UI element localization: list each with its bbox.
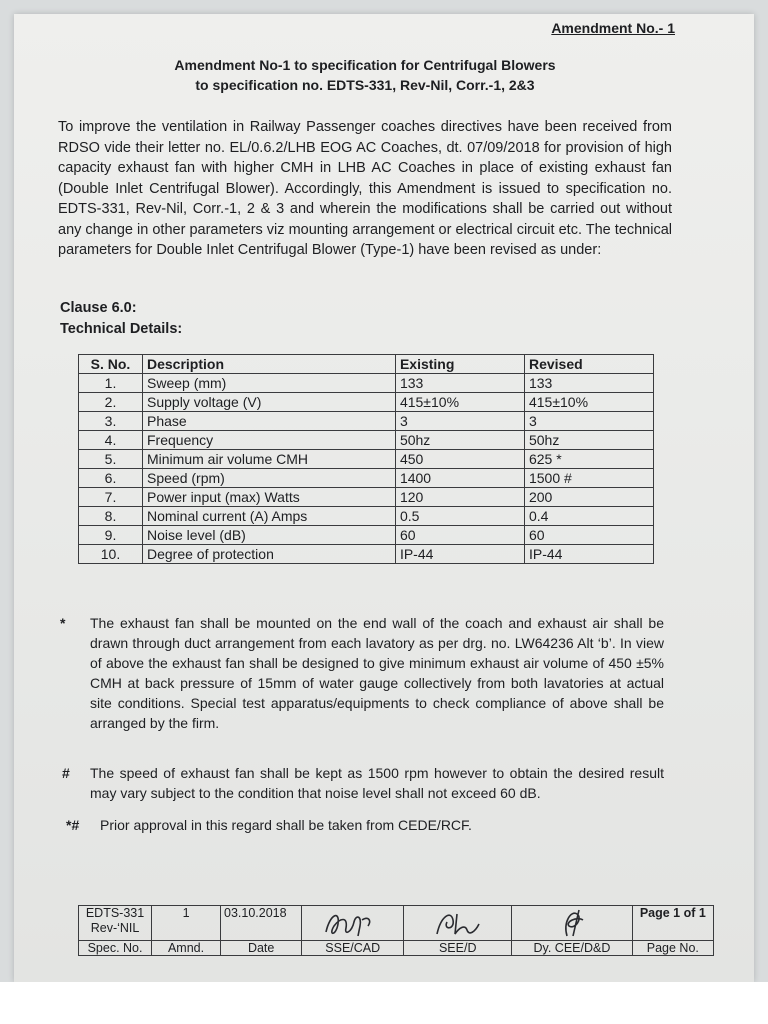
note-hash-mark: # [62, 765, 70, 781]
footer-amnd-value: 1 [152, 906, 221, 941]
cell-revised: 1500 # [524, 469, 653, 488]
footer-labels-row [79, 941, 714, 956]
cell-revised: 60 [524, 526, 653, 545]
table-header-row [79, 355, 654, 374]
note-star-hash-text: Prior approval in this regard shall be taken from CEDE/RCF. [100, 817, 472, 833]
header-existing: Existing [395, 355, 524, 374]
table-row [79, 450, 654, 469]
note-star-hash-mark: *# [66, 817, 80, 833]
cell-existing: 3 [395, 412, 524, 431]
note-hash-text: The speed of exhaust fan shall be kept as 1500 rpm however to obtain the desired result may vary subject to the condition that noise level shall not exceed 60 dB. [90, 765, 664, 801]
cell-sno: 2. [79, 393, 143, 412]
technical-details-table [78, 354, 654, 564]
table-row [79, 469, 654, 488]
cell-description: Speed (rpm) [143, 469, 396, 488]
table-row [79, 412, 654, 431]
cell-revised: 0.4 [524, 507, 653, 526]
footer-see-signature [404, 906, 512, 941]
note-star-mark: * [60, 615, 66, 631]
table-row [79, 507, 654, 526]
footer-spec-value [79, 906, 152, 941]
table-row [79, 526, 654, 545]
clause-heading-block [60, 298, 182, 340]
cell-existing: 450 [395, 450, 524, 469]
footer-label-cee: Dy. CEE/D&D [512, 941, 632, 956]
header-description: Description [143, 355, 396, 374]
footer-table [78, 905, 714, 956]
cell-revised: 3 [524, 412, 653, 431]
footer-label-page: Page No. [632, 941, 713, 956]
cell-revised: 625 * [524, 450, 653, 469]
cell-revised: 200 [524, 488, 653, 507]
cell-sno: 1. [79, 374, 143, 393]
cell-revised: 415±10% [524, 393, 653, 412]
cell-description: Nominal current (A) Amps [143, 507, 396, 526]
cell-existing: 120 [395, 488, 524, 507]
table-row [79, 431, 654, 450]
header-revised: Revised [524, 355, 653, 374]
document-title [100, 55, 630, 95]
cell-sno: 8. [79, 507, 143, 526]
footer-label-see: SEE/D [404, 941, 512, 956]
scan-margin [0, 982, 768, 1024]
cell-existing: 0.5 [395, 507, 524, 526]
title-line-1: Amendment No-1 to specification for Centrifugal Blowers [174, 57, 556, 73]
cell-sno: 7. [79, 488, 143, 507]
table-row [79, 393, 654, 412]
signature-icon [318, 906, 388, 940]
cell-sno: 9. [79, 526, 143, 545]
cell-existing: 60 [395, 526, 524, 545]
footer-spec-line-2: Rev-‘NIL [90, 921, 140, 935]
footer-label-date: Date [221, 941, 302, 956]
footer-date-value: 03.10.2018 [221, 906, 302, 941]
cell-sno: 5. [79, 450, 143, 469]
cell-existing: 415±10% [395, 393, 524, 412]
cell-description: Sweep (mm) [143, 374, 396, 393]
intro-paragraph: To improve the ventilation in Railway Passenger coaches directives have been received from RDSO vide their letter no. EL/0.6.2/LHB EOG AC Coaches, dt. 07/09/2018 for provision of high capacity exhaust fan with higher CMH in LHB AC Coaches in place of existing exhaust fan (Double Inlet Centrifugal Blower). Accordingly, this Amendment is issued to specification no. EDTS-331, Rev-Nil, Corr.-1, 2 & 3 and wherein the modifications shall be carried out without any change in other parameters viz mounting arrangement or electrical circuit etc. The technical parameters for Double Inlet Centrifugal Blower (Type-1) have been revised as under: [58, 119, 672, 258]
cell-sno: 10. [79, 545, 143, 564]
signature-icon [423, 906, 493, 940]
clause-subheading: Technical Details: [60, 321, 183, 337]
cell-existing: 50hz [395, 431, 524, 450]
cell-description: Degree of protection [143, 545, 396, 564]
footer-label-sse: SSE/CAD [302, 941, 404, 956]
cell-sno: 4. [79, 431, 143, 450]
clause-heading: Clause 6.0: [60, 300, 137, 316]
cell-revised: 133 [524, 374, 653, 393]
footer-cee-signature [512, 906, 632, 941]
footer-label-amnd: Amnd. [152, 941, 221, 956]
cell-existing: 133 [395, 374, 524, 393]
table-row [79, 374, 654, 393]
table-row [79, 488, 654, 507]
cell-sno: 3. [79, 412, 143, 431]
footer-spec-line-1: EDTS-331 [85, 906, 145, 920]
cell-description: Power input (max) Watts [143, 488, 396, 507]
title-line-2: to specification no. EDTS-331, Rev-Nil, Corr.-1, 2&3 [195, 77, 535, 93]
footer-page-value: Page 1 of 1 [632, 906, 713, 941]
footer-sse-signature [302, 906, 404, 941]
footer-label-spec: Spec. No. [79, 941, 152, 956]
cell-revised: IP-44 [524, 545, 653, 564]
note-star-text: The exhaust fan shall be mounted on the end wall of the coach and exhaust air shall be drawn through duct arrangement from each lavatory as per drg. no. LW64236 Alt ‘b’. In view of above the exhaust fan shall be designed to give minimum exhaust air volume of 450 ±5% CMH at back pressure of 15mm of water gauge collectively from both lavatories at actual site conditions. Special test apparatus/equipments to check compliance of above shall be arranged by the firm. [90, 615, 664, 731]
table-row [79, 545, 654, 564]
signature-icon [537, 906, 607, 940]
cell-sno: 6. [79, 469, 143, 488]
amendment-number: Amendment No.- 1 [551, 20, 675, 36]
footer-values-row [79, 906, 714, 941]
cell-revised: 50hz [524, 431, 653, 450]
cell-description: Minimum air volume CMH [143, 450, 396, 469]
cell-description: Phase [143, 412, 396, 431]
cell-existing: IP-44 [395, 545, 524, 564]
cell-description: Supply voltage (V) [143, 393, 396, 412]
cell-existing: 1400 [395, 469, 524, 488]
cell-description: Noise level (dB) [143, 526, 396, 545]
cell-description: Frequency [143, 431, 396, 450]
header-sno: S. No. [79, 355, 143, 374]
